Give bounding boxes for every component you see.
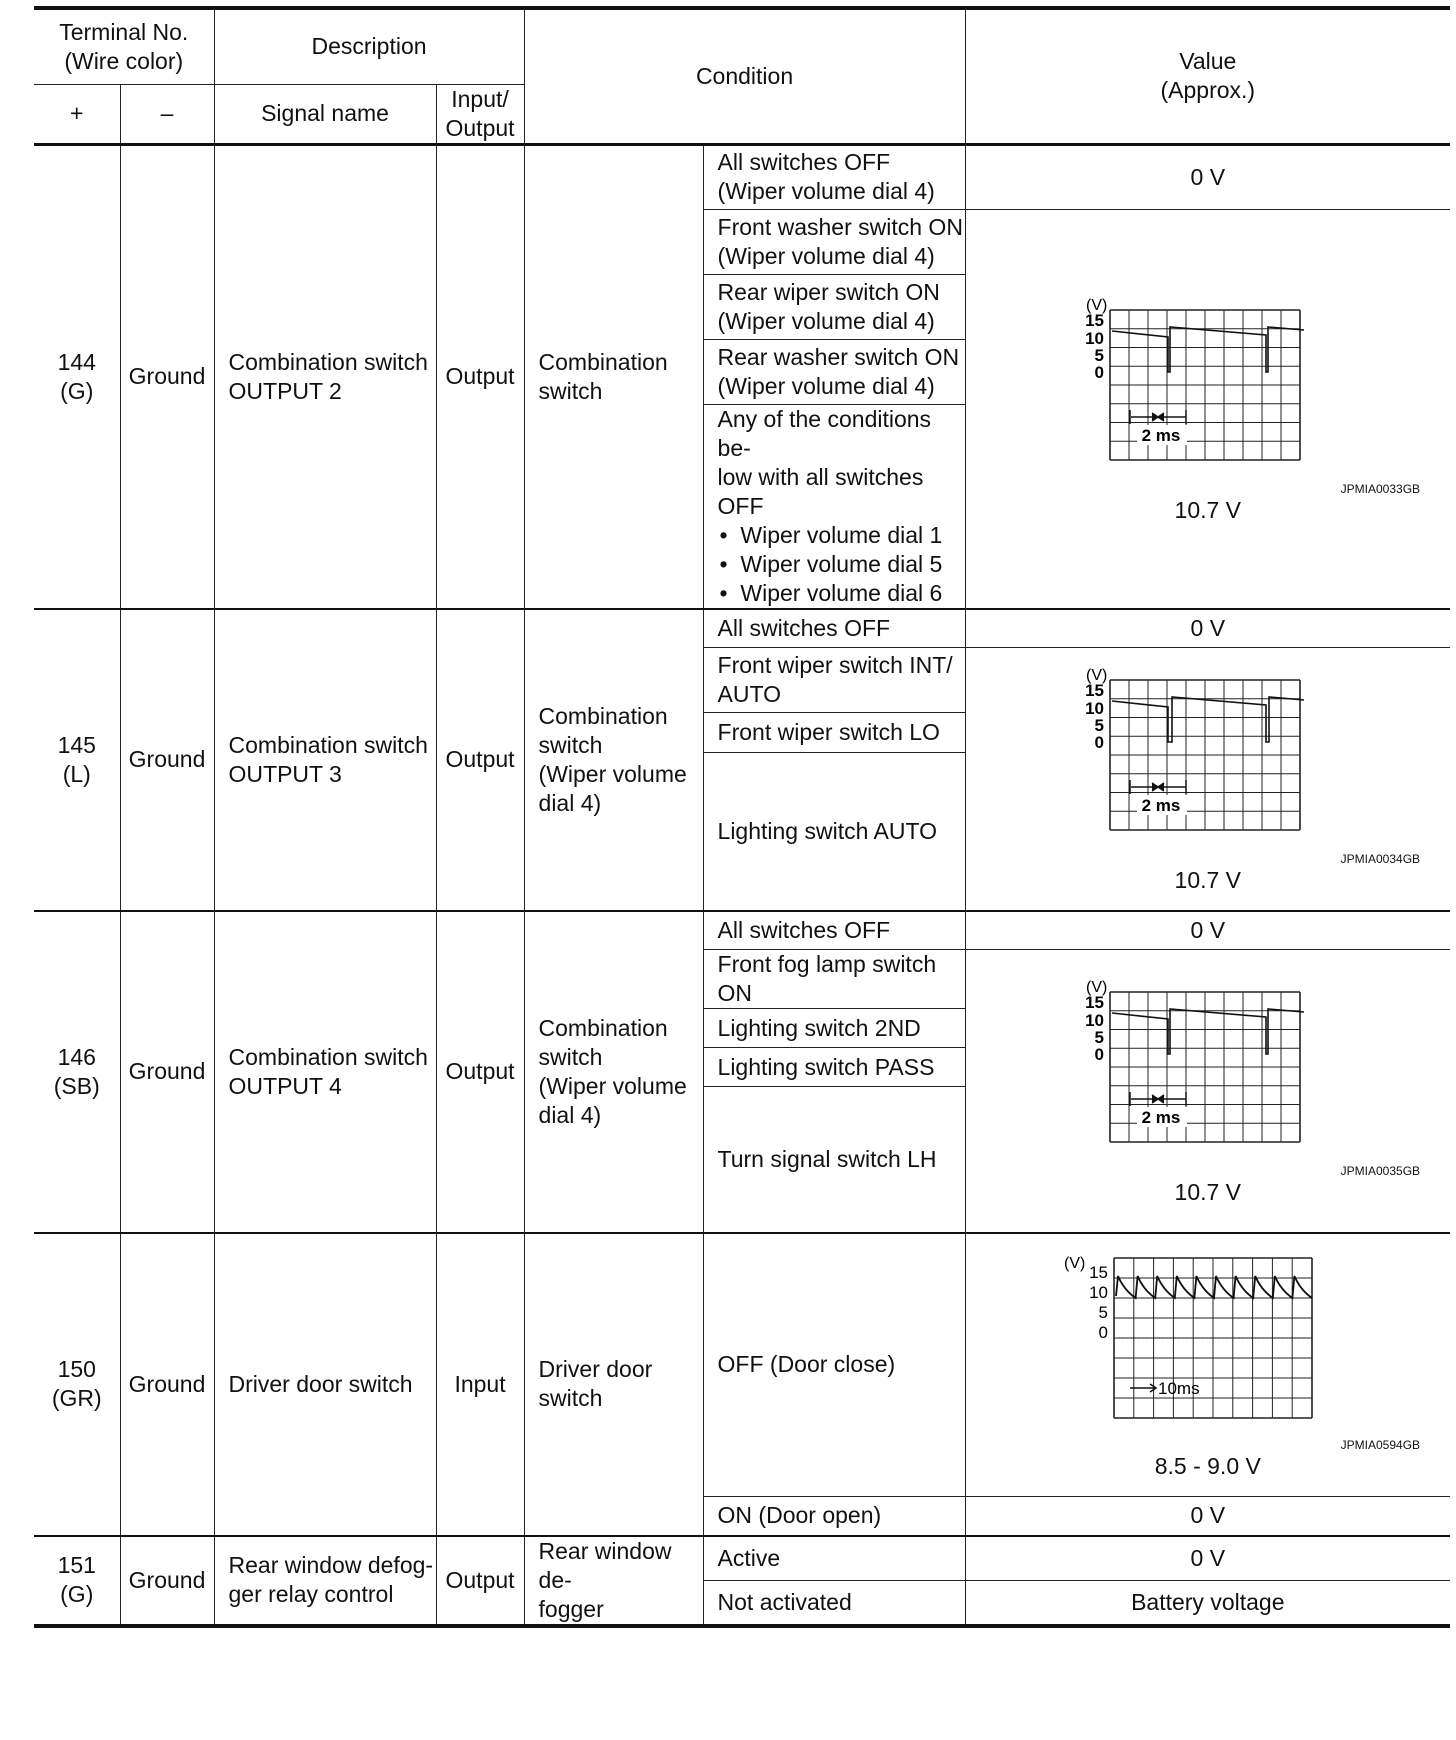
waveform-value-cell bbox=[965, 209, 1450, 609]
condition-cell: Not activated bbox=[703, 1581, 965, 1626]
condition-group-line: Driver door bbox=[538, 1356, 653, 1382]
condition-bullet: • Wiper volume dial 1 bbox=[719, 521, 943, 548]
condition-cell bbox=[703, 339, 965, 404]
waveform-value-cell bbox=[965, 950, 1450, 1233]
waveform-ytick: 10 bbox=[1084, 1011, 1104, 1031]
condition-cell: Lighting switch 2ND bbox=[703, 1009, 965, 1048]
value-cell: 0 V bbox=[965, 144, 1450, 209]
condition-cell bbox=[703, 144, 965, 209]
door-waveform-trace bbox=[1116, 1276, 1312, 1298]
waveform-ytick: 5 bbox=[1094, 716, 1104, 736]
value-cell: 0 V bbox=[965, 911, 1450, 950]
ground-cell: Ground bbox=[120, 609, 214, 911]
signal-line: OUTPUT 4 bbox=[228, 1072, 342, 1099]
waveform-trace bbox=[1112, 327, 1304, 372]
condition-cell bbox=[703, 274, 965, 339]
waveform-ytick: 10 bbox=[1084, 699, 1104, 719]
condition-group-line: switch bbox=[538, 1385, 603, 1411]
wire-color: (G) bbox=[60, 1581, 94, 1607]
condition-cell: All switches OFF bbox=[703, 911, 965, 950]
terminal-number: 144 bbox=[57, 348, 96, 375]
waveform-ytick: 0 bbox=[1098, 1323, 1108, 1343]
signal-line: ger relay control bbox=[228, 1581, 394, 1607]
bullet-text: Wiper volume dial 6 bbox=[740, 579, 943, 606]
waveform-chart bbox=[1068, 974, 1348, 1164]
condition-line: Front washer switch ON bbox=[717, 213, 963, 240]
waveform-ytick: 5 bbox=[1094, 346, 1104, 365]
condition-group-line: dial 4) bbox=[538, 1101, 602, 1128]
waveform-ytick: 15 bbox=[1088, 1263, 1108, 1283]
header-description: Description bbox=[214, 8, 524, 84]
condition-line: Rear wiper switch ON bbox=[717, 278, 940, 305]
table-row bbox=[34, 911, 1450, 950]
waveform-time-label: 10ms bbox=[1157, 1379, 1200, 1399]
condition-group-cell bbox=[524, 911, 703, 1233]
header-value bbox=[965, 8, 1450, 144]
signal-line: OUTPUT 3 bbox=[228, 760, 342, 787]
figure-code: JPMIA0035GB bbox=[1340, 1164, 1421, 1179]
waveform-ytick: 10 bbox=[1088, 1283, 1108, 1303]
waveform-chart bbox=[1068, 292, 1348, 482]
waveform-unit: (V) bbox=[1085, 979, 1108, 997]
condition-line: (Wiper volume dial 4) bbox=[717, 242, 935, 269]
condition-line: (Wiper volume dial 4) bbox=[717, 307, 935, 334]
header-value-line1: Value bbox=[1179, 48, 1237, 75]
terminal-cell bbox=[34, 144, 120, 609]
condition-cell: OFF (Door close) bbox=[703, 1233, 965, 1497]
waveform-value: 10.7 V bbox=[1174, 497, 1242, 523]
terminal-spec-table bbox=[34, 6, 1450, 1628]
condition-line: AUTO bbox=[717, 681, 782, 707]
signal-name-cell bbox=[214, 1536, 436, 1626]
door-waveform-chart bbox=[1058, 1248, 1358, 1438]
value-cell: 0 V bbox=[965, 1497, 1450, 1536]
terminal-spec-page bbox=[34, 6, 1450, 1628]
terminal-cell bbox=[34, 1233, 120, 1536]
value-cell: 0 V bbox=[965, 609, 1450, 648]
io-cell: Output bbox=[436, 609, 524, 911]
condition-line: Front wiper switch INT/ bbox=[717, 652, 953, 678]
header-minus: – bbox=[120, 84, 214, 144]
condition-cell: All switches OFF bbox=[703, 609, 965, 648]
figure-code: JPMIA0034GB bbox=[1340, 852, 1421, 867]
condition-bullet: • Wiper volume dial 5 bbox=[719, 550, 943, 577]
header-terminal bbox=[34, 8, 214, 84]
condition-cell: Lighting switch AUTO bbox=[703, 753, 965, 911]
signal-line: Combination switch bbox=[228, 1043, 428, 1070]
condition-cell: Turn signal switch LH bbox=[703, 1087, 965, 1233]
waveform-value: 8.5 - 9.0 V bbox=[1154, 1453, 1261, 1480]
ground-cell: Ground bbox=[120, 911, 214, 1233]
condition-group-cell bbox=[524, 1536, 703, 1626]
terminal-cell bbox=[34, 911, 120, 1233]
condition-group-cell bbox=[524, 609, 703, 911]
wire-color: (G) bbox=[60, 377, 94, 404]
table-row bbox=[34, 1233, 1450, 1497]
io-cell: Output bbox=[436, 1536, 524, 1626]
table-row bbox=[34, 609, 1450, 648]
header-io-line2: Output bbox=[445, 114, 515, 141]
header-condition: Condition bbox=[524, 8, 965, 144]
condition-group-line: switch bbox=[538, 731, 603, 758]
condition-line: (Wiper volume dial 4) bbox=[717, 372, 935, 399]
io-cell: Output bbox=[436, 144, 524, 609]
waveform-value: 10.7 V bbox=[1174, 867, 1242, 894]
condition-cell: Active bbox=[703, 1536, 965, 1581]
signal-line: Combination switch bbox=[228, 731, 428, 758]
waveform-value: 10.7 V bbox=[1174, 1179, 1242, 1206]
waveform-unit: (V) bbox=[1085, 667, 1108, 685]
condition-group-line: Combination bbox=[538, 348, 668, 375]
header-wire-color: (Wire color) bbox=[64, 47, 184, 74]
condition-group-line: Combination bbox=[538, 702, 668, 729]
condition-cell bbox=[703, 648, 965, 713]
waveform-value-cell bbox=[965, 648, 1450, 911]
terminal-cell bbox=[34, 1536, 120, 1626]
condition-group-line: (Wiper volume bbox=[538, 760, 687, 787]
figure-code: JPMIA0033GB bbox=[1340, 482, 1421, 496]
value-cell: Battery voltage bbox=[965, 1581, 1450, 1626]
waveform-ytick: 5 bbox=[1094, 1028, 1104, 1048]
waveform-time-label: 2 ms bbox=[1141, 1108, 1181, 1128]
signal-name-cell bbox=[214, 609, 436, 911]
bullet-text: Wiper volume dial 5 bbox=[740, 550, 943, 577]
condition-group-cell bbox=[524, 1233, 703, 1536]
condition-cell: Front wiper switch LO bbox=[703, 713, 965, 753]
condition-group-line: Rear window de- bbox=[538, 1537, 672, 1593]
condition-cell: Front fog lamp switch ON bbox=[703, 950, 965, 1009]
condition-group-cell bbox=[524, 144, 703, 609]
header-signal-name: Signal name bbox=[214, 84, 436, 144]
wire-color: (L) bbox=[62, 760, 91, 787]
waveform-trace bbox=[1112, 1009, 1304, 1054]
waveform-ytick: 15 bbox=[1084, 993, 1104, 1013]
terminal-cell bbox=[34, 609, 120, 911]
waveform-unit: (V) bbox=[1085, 297, 1108, 314]
waveform-ytick: 0 bbox=[1094, 363, 1104, 382]
waveform-time-label: 2 ms bbox=[1141, 426, 1181, 445]
waveform-ytick: 0 bbox=[1094, 733, 1104, 753]
waveform-chart bbox=[1068, 662, 1348, 852]
header-plus: + bbox=[34, 84, 120, 144]
terminal-number: 151 bbox=[57, 1552, 96, 1578]
condition-cell: ON (Door open) bbox=[703, 1497, 965, 1536]
wire-color: (SB) bbox=[53, 1072, 100, 1099]
condition-bullet: • Wiper volume dial 6 bbox=[719, 579, 943, 606]
header-io bbox=[436, 84, 524, 144]
signal-line: Combination switch bbox=[228, 348, 428, 375]
condition-line: All switches OFF bbox=[717, 149, 891, 175]
table-row bbox=[34, 1536, 1450, 1581]
condition-cell bbox=[703, 404, 965, 609]
io-cell: Output bbox=[436, 911, 524, 1233]
waveform-ytick: 5 bbox=[1098, 1303, 1108, 1323]
condition-group-line: switch bbox=[538, 377, 603, 404]
signal-line: Rear window defog- bbox=[228, 1552, 434, 1578]
signal-name-cell bbox=[214, 911, 436, 1233]
condition-cell bbox=[703, 209, 965, 274]
condition-line: Rear washer switch ON bbox=[717, 343, 960, 370]
waveform-trace bbox=[1112, 697, 1304, 742]
value-cell: 0 V bbox=[965, 1536, 1450, 1581]
ground-cell: Ground bbox=[120, 1536, 214, 1626]
terminal-number: 150 bbox=[57, 1356, 96, 1382]
header-value-line2: (Approx.) bbox=[1160, 77, 1256, 104]
table-row bbox=[34, 144, 1450, 209]
terminal-number: 146 bbox=[57, 1043, 96, 1070]
terminal-number: 145 bbox=[57, 731, 96, 758]
condition-cell: Lighting switch PASS bbox=[703, 1048, 965, 1087]
condition-group-line: fogger bbox=[538, 1595, 604, 1622]
condition-group-line: switch bbox=[538, 1043, 603, 1070]
waveform-ytick: 15 bbox=[1084, 311, 1104, 330]
waveform-ytick: 15 bbox=[1084, 681, 1104, 701]
waveform-time-label: 2 ms bbox=[1141, 796, 1181, 816]
signal-line: OUTPUT 2 bbox=[228, 377, 342, 404]
header-io-line1: Input/ bbox=[451, 85, 509, 112]
waveform-unit: (V) bbox=[1063, 1255, 1086, 1273]
condition-line: Any of the conditions be- bbox=[717, 405, 932, 461]
condition-line: (Wiper volume dial 4) bbox=[717, 178, 935, 204]
signal-name-cell: Driver door switch bbox=[214, 1233, 436, 1536]
waveform-value-cell bbox=[965, 1233, 1450, 1497]
condition-group-line: (Wiper volume bbox=[538, 1072, 687, 1099]
condition-group-line: Combination bbox=[538, 1014, 668, 1041]
bullet-text: Wiper volume dial 1 bbox=[740, 521, 943, 548]
header-terminal-no: Terminal No. bbox=[59, 18, 189, 45]
condition-group-line: dial 4) bbox=[538, 789, 602, 816]
waveform-ytick: 10 bbox=[1084, 329, 1104, 348]
figure-code: JPMIA0594GB bbox=[1340, 1438, 1421, 1453]
waveform-ytick: 0 bbox=[1094, 1045, 1104, 1065]
ground-cell: Ground bbox=[120, 1233, 214, 1536]
ground-cell: Ground bbox=[120, 144, 214, 609]
signal-name-cell bbox=[214, 144, 436, 609]
io-cell: Input bbox=[436, 1233, 524, 1536]
condition-line: low with all switches OFF bbox=[717, 463, 924, 519]
wire-color: (GR) bbox=[51, 1385, 102, 1411]
